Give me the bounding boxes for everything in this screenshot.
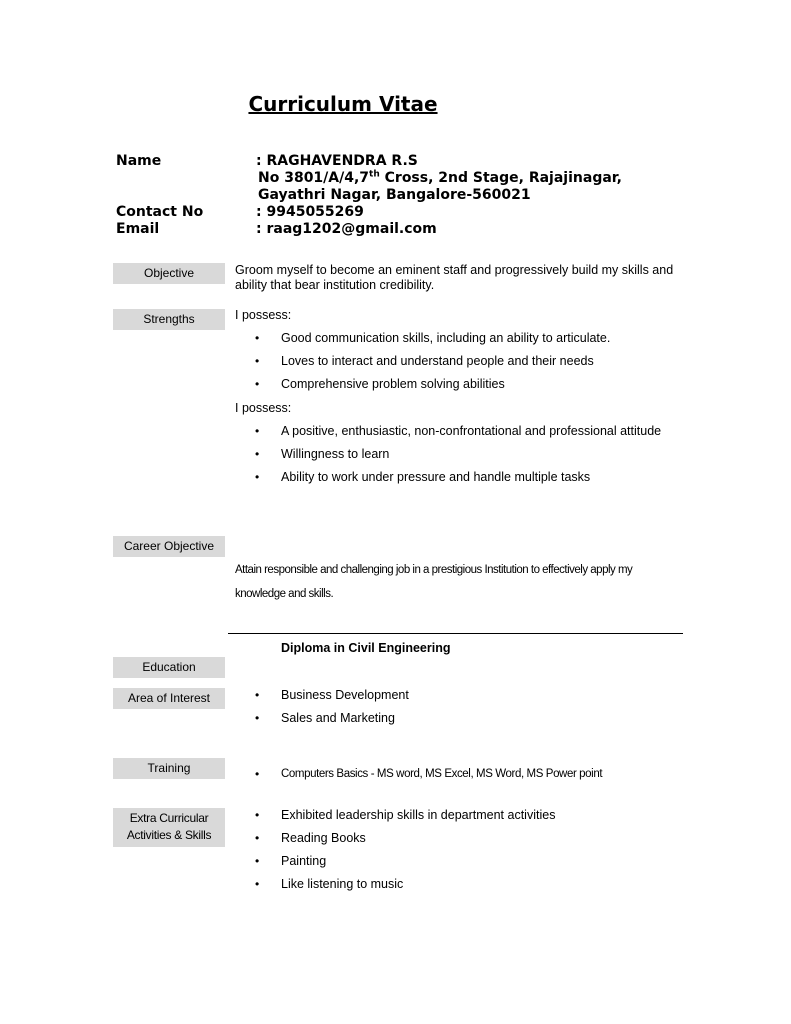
strengths-list-2 xyxy=(235,424,675,485)
career-objective-text: Attain responsible and challenging job in a prestigious Institution to effectively apply my knowledge and skills. xyxy=(235,564,633,600)
list-item: • Computers Basics - MS word, MS Excel, MS Word, MS Power point xyxy=(255,767,603,781)
list-item: • Willingness to learn xyxy=(255,447,390,461)
bullet-icon: • xyxy=(255,831,260,845)
list-item: • A positive, enthusiastic, non-confrontational and professional attitude xyxy=(255,424,662,438)
extra-curricular-list xyxy=(235,808,675,900)
document-title: Curriculum Vitae xyxy=(248,92,438,116)
address-line-2: Gayathri Nagar, Bangalore-560021 xyxy=(258,187,531,203)
contact-label: Contact No xyxy=(116,204,204,220)
bullet-icon: • xyxy=(255,331,260,345)
label-line: Extra Curricular xyxy=(129,811,209,825)
list-item: • Sales and Marketing xyxy=(255,711,395,725)
strengths-intro-1: I possess: xyxy=(235,308,292,322)
section-label-objective: Objective xyxy=(113,263,225,284)
objective-text: Groom myself to become an eminent staff and progressively build my skills and ability that bear institution credibility. xyxy=(235,263,674,292)
bullet-icon: • xyxy=(255,854,260,868)
bullet-icon: • xyxy=(255,808,260,822)
training-list xyxy=(235,767,685,782)
list-item: • Loves to interact and understand people and their needs xyxy=(255,354,594,368)
label-line: Activities & Skills xyxy=(126,828,212,842)
list-item: • Painting xyxy=(255,854,327,868)
strengths-intro-2: I possess: xyxy=(235,401,292,415)
bullet-icon: • xyxy=(255,767,259,781)
email-label: Email xyxy=(116,221,160,237)
section-divider xyxy=(228,633,683,634)
education-text: Diploma in Civil Engineering xyxy=(281,641,451,655)
address-part-1: No 3801/A/4,7 xyxy=(258,170,370,186)
name-value: : RAGHAVENDRA R.S xyxy=(256,153,418,169)
section-label-strengths: Strengths xyxy=(113,309,225,330)
contact-value: : 9945055269 xyxy=(256,204,364,220)
section-label-career-objective: Career Objective xyxy=(113,536,225,557)
bullet-icon: • xyxy=(255,470,260,484)
bullet-icon: • xyxy=(255,711,260,725)
bullet-icon: • xyxy=(255,424,260,438)
address-part-2: Cross, 2nd Stage, Rajajinagar, xyxy=(379,170,622,186)
name-label: Name xyxy=(116,153,162,169)
section-label-training: Training xyxy=(113,758,225,779)
list-item: • Exhibited leadership skills in department activities xyxy=(255,808,556,822)
list-item: • Comprehensive problem solving abilities xyxy=(255,377,505,391)
list-item: • Good communication skills, including an ability to articulate. xyxy=(255,331,611,345)
list-item: • Like listening to music xyxy=(255,877,404,891)
interest-list xyxy=(235,688,675,734)
section-label-area-of-interest: Area of Interest xyxy=(113,688,225,709)
bullet-icon: • xyxy=(255,447,260,461)
email-value: : raag1202@gmail.com xyxy=(256,221,437,237)
bullet-icon: • xyxy=(255,688,260,702)
section-label-extra-curricular xyxy=(113,808,225,847)
section-label-education: Education xyxy=(113,657,225,678)
address-superscript: th xyxy=(369,169,380,180)
list-item: • Business Development xyxy=(255,688,409,702)
list-item: • Reading Books xyxy=(255,831,366,845)
bullet-icon: • xyxy=(255,377,260,391)
list-item: • Ability to work under pressure and handle multiple tasks xyxy=(255,470,591,484)
bullet-icon: • xyxy=(255,354,260,368)
strengths-list-1 xyxy=(235,331,675,392)
address-line-1 xyxy=(258,170,622,187)
bullet-icon: • xyxy=(255,877,260,891)
